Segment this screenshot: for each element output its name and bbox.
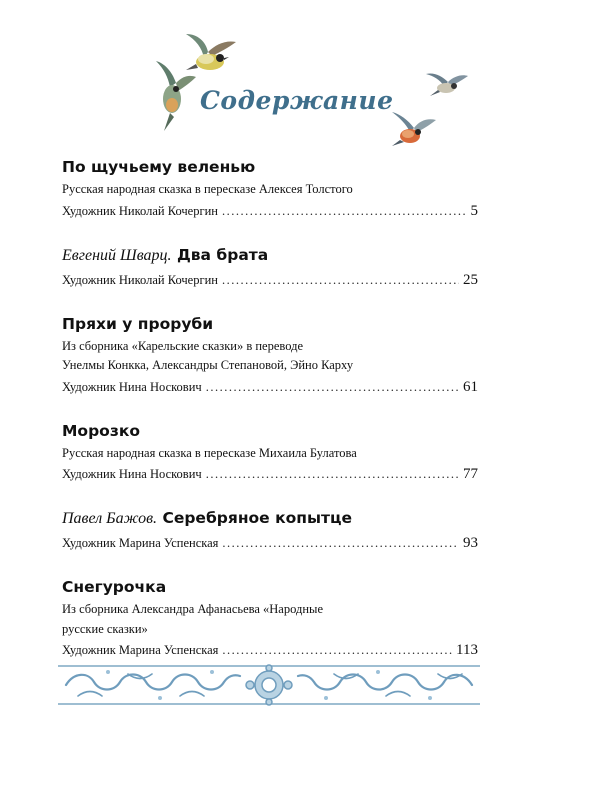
entry-author: Евгений Шварц. <box>62 246 172 264</box>
bird-illustration-right-top <box>424 68 470 100</box>
toc-entry <box>62 244 478 291</box>
entry-illustrator: Художник Николай Кочергин <box>62 272 218 287</box>
entry-title <box>62 507 478 530</box>
entry-illustrator: Художник Нина Носкович <box>62 467 202 481</box>
toc-entry <box>62 313 478 398</box>
toc-entry <box>62 156 478 222</box>
entry-page-number: 93 <box>463 535 478 551</box>
bird-illustration-left <box>150 55 198 135</box>
entry-page-number: 5 <box>470 202 478 219</box>
toc-entry <box>62 507 478 554</box>
entry-illustrator-row <box>62 639 478 661</box>
table-of-contents <box>62 156 478 683</box>
dot-leader <box>206 376 459 398</box>
entry-title <box>62 313 478 335</box>
dot-leader <box>222 200 467 222</box>
entry-description: Русская народная сказка в пересказе Алексея Толстого <box>62 182 353 196</box>
entry-title <box>62 420 478 442</box>
entry-illustrator: Художник Нина Носкович <box>62 379 202 394</box>
entry-page-number: 25 <box>463 271 478 288</box>
entry-title-text: Серебряное копытце <box>162 509 352 527</box>
entry-title <box>62 576 478 598</box>
entry-title-text: Пряхи у проруби <box>62 314 214 333</box>
entry-title <box>62 156 478 178</box>
ornament-border <box>58 660 480 710</box>
entry-author: Павел Бажов. <box>62 510 158 527</box>
bird-illustration-right-bottom <box>388 108 438 148</box>
entry-illustrator: Художник Марина Успенская <box>62 643 219 657</box>
entry-illustrator-row <box>62 532 478 554</box>
entry-description: Русская народная сказка в пересказе Михаила Булатова <box>62 445 357 460</box>
entry-description: Унелмы Конкка, Александры Степановой, Эйно Карху <box>62 358 354 372</box>
entry-description: Из сборника «Карельские сказки» в переводе <box>62 338 304 353</box>
entry-description: Из сборника Александра Афанасьева «Народные <box>62 602 323 616</box>
entry-illustrator-row <box>62 269 478 291</box>
entry-title-text: Два брата <box>176 245 269 264</box>
entry-title-text: Морозко <box>62 421 140 440</box>
entry-illustrator-row <box>62 376 478 398</box>
entry-title <box>62 244 478 267</box>
entry-illustrator-row <box>62 463 478 485</box>
entry-page-number: 113 <box>456 642 478 658</box>
entry-description: русские сказки» <box>62 621 148 636</box>
entry-illustrator-row <box>62 200 478 222</box>
entry-title-text: По щучьему веленью <box>62 158 256 176</box>
entry-page-number: 77 <box>463 466 478 482</box>
dot-leader <box>222 269 459 291</box>
entry-illustrator: Художник Николай Кочергин <box>62 203 218 218</box>
dot-leader <box>206 463 459 485</box>
toc-entry <box>62 420 478 486</box>
dot-leader <box>222 639 452 661</box>
toc-entry <box>62 576 478 661</box>
entry-illustrator: Художник Марина Успенская <box>62 536 219 550</box>
entry-title-text: Снегурочка <box>62 578 167 596</box>
entry-page-number: 61 <box>463 378 478 395</box>
dot-leader <box>222 532 459 554</box>
page-title: Содержание <box>200 86 394 115</box>
